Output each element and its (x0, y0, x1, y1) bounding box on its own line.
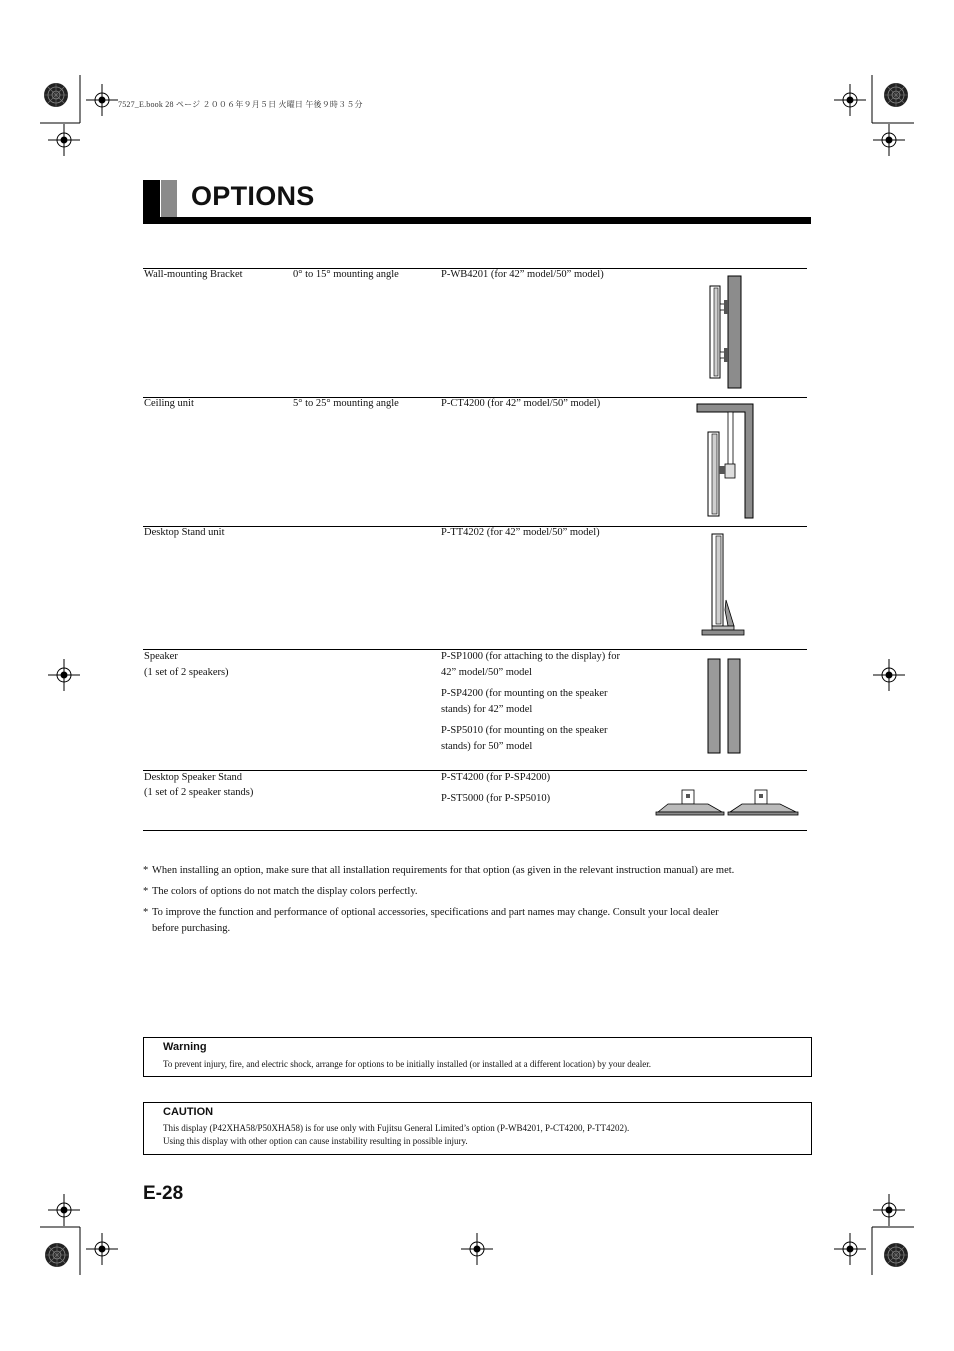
title-underline (143, 217, 811, 224)
option-model: stands) for 50” model (441, 741, 533, 752)
title-marker-black (143, 180, 160, 218)
option-name-sub: (1 set of 2 speakers) (144, 667, 229, 678)
option-name: Speaker (144, 651, 178, 662)
option-model: P-ST5000 (for P-SP5010) (441, 793, 551, 804)
ceiling-unit-icon (695, 402, 757, 522)
option-model: P-SP4200 (for mounting on the speaker (441, 688, 608, 699)
title-marker-gray (161, 180, 177, 218)
note-text: The colors of options do not match the display colors perfectly. (152, 886, 418, 897)
wall-bracket-icon (700, 274, 750, 392)
page-number: E-28 (143, 1183, 184, 1204)
option-name: Wall-mounting Bracket (144, 269, 243, 280)
note-marker: * (143, 865, 149, 876)
note-text: before purchasing. (152, 923, 231, 934)
warning-text: To prevent injury, fire, and electric shock, arrange for options to be initially installed (or installed at a different location) by your dealer. (163, 1059, 651, 1069)
option-name: Desktop Stand unit (144, 527, 225, 538)
option-angle: 0° to 15° mounting angle (293, 269, 399, 280)
desktop-stand-icon (698, 530, 748, 640)
note-text: To improve the function and performance of optional accessories, specifications and part names may change. Consult your local dealer (152, 907, 719, 918)
warning-box (143, 1037, 812, 1077)
option-model: P-SP1000 (for attaching to the display) for (441, 651, 621, 662)
warning-title: Warning (163, 1041, 207, 1053)
caution-box (143, 1102, 812, 1155)
option-model: 42” model/50” model (441, 667, 532, 678)
note-marker: * (143, 886, 149, 897)
book-file-header: 7527_E.book 28 ページ ２００６年９月５日 火曜日 午後９時３５分 (118, 100, 363, 109)
option-name: Ceiling unit (144, 398, 194, 409)
caution-text-line1: This display (P42XHA58/P50XHA58) is for use only with Fujitsu General Limited’s option (P-WB4201, P-CT4200, P-TT4202). (163, 1123, 630, 1133)
option-model: P-TT4202 (for 42” model/50” model) (441, 527, 600, 538)
caution-text-line2: Using this display with other option can cause instability resulting in possible injury. (163, 1136, 468, 1146)
option-model: P-SP5010 (for mounting on the speaker (441, 725, 608, 736)
option-model: P-CT4200 (for 42” model/50” model) (441, 398, 601, 409)
option-name-sub: (1 set of 2 speaker stands) (144, 787, 254, 798)
option-angle: 5° to 25° mounting angle (293, 398, 399, 409)
caution-title: CAUTION (163, 1106, 214, 1118)
speaker-stand-icon (654, 786, 802, 820)
note-text: When installing an option, make sure that all installation requirements for that option (as given in the relevant instruction manual) are met. (152, 865, 735, 876)
note-marker: * (143, 907, 149, 918)
option-model: P-WB4201 (for 42” model/50” model) (441, 269, 604, 280)
speaker-icon (705, 656, 745, 756)
option-name: Desktop Speaker Stand (144, 772, 242, 783)
table-rule-bottom (143, 830, 807, 831)
option-model: stands) for 42” model (441, 704, 533, 715)
option-model: P-ST4200 (for P-SP4200) (441, 772, 551, 783)
page-title: OPTIONS (191, 181, 315, 211)
